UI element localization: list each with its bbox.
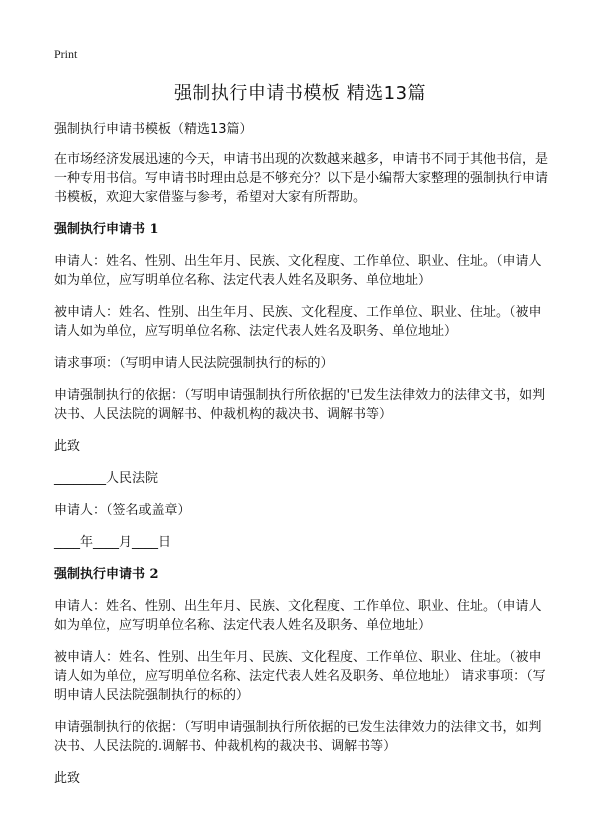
- section-2-closing: 此致: [54, 771, 81, 786]
- section-2-heading: 强制执行申请书 2: [54, 567, 159, 582]
- document-subtitle: 强制执行申请书模板（精选13篇）: [54, 122, 253, 137]
- section-1-signature: 申请人：（签名或盖章）: [54, 503, 191, 518]
- section-1-closing: 此致: [54, 439, 81, 454]
- page-title: 强制执行申请书模板 精选13篇: [173, 83, 427, 104]
- section-2-basis: 申请强制执行的依据：（写明申请强制执行所依据的已发生法律效力的法律文书，如判决书、人民法院的.调解书、仲裁机构的裁决书、调解书等）: [54, 720, 542, 754]
- section-1-basis: 申请强制执行的依据：（写明申请强制执行所依据的'已发生法律效力的法律文书，如判决书、人民法院的调解书、仲裁机构的裁决书、调解书等）: [54, 388, 546, 422]
- section-1-heading: 强制执行申请书 1: [54, 222, 159, 237]
- section-1-court: ________人民法院: [54, 471, 159, 486]
- document-body: [54, 120, 554, 801]
- print-label: Print: [54, 47, 78, 61]
- section-1-date: ____年____月____日: [54, 535, 172, 550]
- intro-paragraph: 在市场经济发展迅速的今天，申请书出现的次数越来越多，申请书不同于其他书信，是一种专用书信。写申请书时理由总是不够充分？以下是小编帮大家整理的强制执行申请书模板，欢迎大家借鉴与参考，希望对大家有所帮助。: [54, 152, 549, 205]
- section-2-respondent: 被申请人：姓名、性别、出生年月、民族、文化程度、工作单位、职业、住址。（被申请人如为单位，应写明单位名称、法定代表人姓名及职务、单位地址） 请求事项：（写明申请人民法院强制执行的标的）: [54, 650, 546, 703]
- section-1-respondent: 被申请人：姓名、性别、出生年月、民族、文化程度、工作单位、职业、住址。（被申请人如为单位，应写明单位名称、法定代表人姓名及职务、单位地址）: [54, 305, 542, 339]
- section-2-applicant: 申请人：姓名、性别、出生年月、民族、文化程度、工作单位、职业、住址。（申请人如为单位，应写明单位名称、法定代表人姓名及职务、单位地址）: [54, 599, 542, 633]
- section-1-request: 请求事项：（写明申请人民法院强制执行的标的）: [54, 356, 334, 371]
- section-1-applicant: 申请人：姓名、性别、出生年月、民族、文化程度、工作单位、职业、住址。（申请人如为单位，应写明单位名称、法定代表人姓名及职务、单位地址）: [54, 254, 542, 288]
